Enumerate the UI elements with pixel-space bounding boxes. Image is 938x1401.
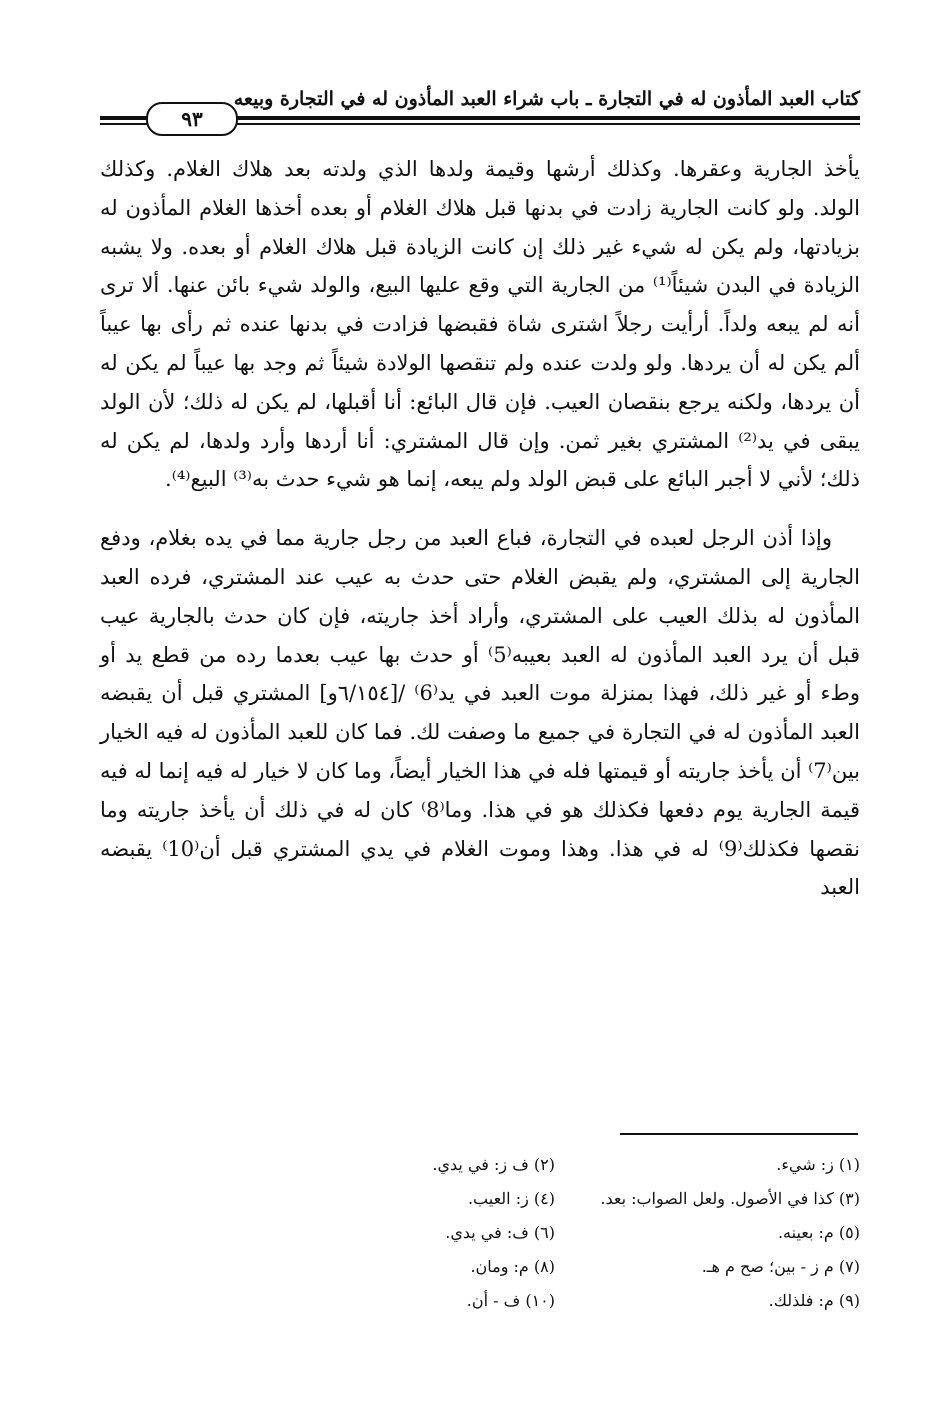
paragraph-1: يأخذ الجارية وعقرها. وكذلك أرشها وقيمة ولدها الذي ولدته بعد هلاك الغلام. وكذلك الولد. ولو كانت الجارية زادت في بدنها قبل هلاك الغلام أو بعده أخذها الغلام المأذون له بزيادتها، ولم يكن له شيء غير ذلك إن كانت الزيادة قبل هلاك الغلام أو بعده. ولا يشبه الزيادة في البدن شيئاً⁽¹⁾ من الجارية التي وقع عليها البيع، والولد شيء بائن عنها. ألا ترى أنه لم يبعه ولداً. أرأيت رجلاً اشترى شاة فقبضها فزادت في بدنها عنده ثم رأى بها عيباً ألم يكن له أن يردها. ولو ولدت عنده ولم تنقصها الولادة شيئاً ثم وجد بها عيباً لم يكن له أن يردها، ولكنه يرجع بنقصان العيب. فإن قال البائع: أنا أقبلها، لم يكن له ذلك؛ لأن الولد يبقى في يد⁽²⁾ المشتري بغير ثمن. وإن قال المشتري: أنا أردها وأرد ولدها، لم يكن له ذلك؛ لأني لا أجبر البائع على قبض الولد ولم يبعه، إنما هو شيء حدث به⁽³⁾ البيع⁽⁴⁾. [100, 157, 861, 492]
running-title: كتاب العبد المأذون له في التجارة ـ باب شراء العبد المأذون له في التجارة وبيعه [233, 88, 860, 110]
paragraph-2: وإذا أذن الرجل لعبده في التجارة، فباع العبد من رجل جارية مما في يده بغلام، ودفع الجارية إلى المشتري، ولم يقبض الغلام حتى حدث به عيب عند المشتري، فرده العبد المأذون له بذلك العيب على المشتري، وأراد أخذ جاريته، فإن كان حدث بالجارية عيب قبل أن يرد العبد المأذون له العبد بعيبه⁽5⁾ أو حدث بها عيب بعدما رده من قطع يد أو وطء أو غير ذلك، فهذا بمنزلة موت العبد في يد⁽6⁾ /[٦/١٥٤و] المشتري قبل أن يقبضه العبد المأذون له في التجارة في جميع ما وصفت لك. فما كان للعبد المأذون له فيه الخيار بين⁽7⁾ أن يأخذ جاريته أو قيمتها فله في هذا الخيار أيضاً، وما كان لا خيار له فيه إنما له فيه قيمة الجارية يوم دفعها فكذلك هو في هذا. وما⁽8⁾ كان له في ذلك أن يأخذ جاريته وما نقصها فكذلك⁽9⁾ له في هذا. وهذا وموت الغلام في يدي المشتري قبل أن⁽10⁾ يقبضه العبد [100, 526, 861, 900]
footnote-4: (٤) ز: العيب. [467, 1189, 555, 1208]
footnote-9: (٩) م: فلذلك. [768, 1291, 860, 1310]
footnote-3: (٣) كذا في الأصول. ولعل الصواب: بعد. [600, 1189, 860, 1208]
page-number: ٩٣ [146, 102, 238, 136]
footnote-8: (٨) م: ومان. [470, 1257, 555, 1276]
page-header [100, 88, 860, 138]
footnote-2: (٢) ف ز: في يدي. [432, 1155, 555, 1174]
main-text [100, 150, 860, 907]
footnote-10: (١٠) ف - أن. [466, 1291, 555, 1310]
footnote-1: (١) ز: شيء. [776, 1155, 860, 1174]
footnote-separator [620, 1133, 858, 1135]
footnote-5: (٥) م: بعينه. [777, 1223, 860, 1242]
footnotes [280, 1148, 860, 1318]
footnote-6: (٦) ف: في يدي. [445, 1223, 555, 1242]
footnote-7: (٧) م ز - بين؛ صح م هـ. [701, 1257, 860, 1276]
